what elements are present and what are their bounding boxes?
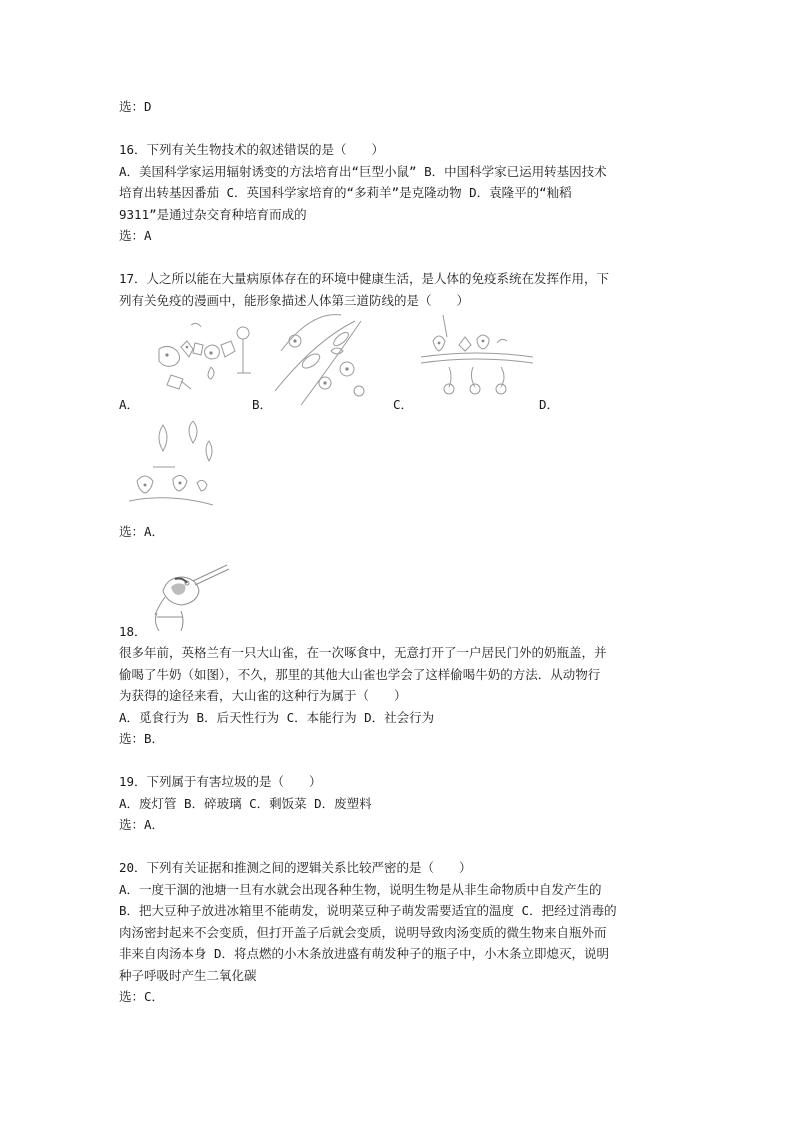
- cartoon-a-image: [151, 319, 261, 399]
- q16-options-line-1: A．美国科学家运用辐射诱变的方法培育出“巨型小鼠” B．中国科学家已运用转基因技术: [119, 163, 607, 179]
- great-tit-milk-bottle-image: [147, 557, 237, 633]
- question-17: [119, 268, 679, 543]
- q17-option-d-label: D．: [539, 397, 560, 412]
- cartoon-b-image: [271, 311, 383, 407]
- q17-stem-line-1: 17．人之所以能在大量病原体存在的环境中健康生活，是人体的免疫系统在发挥作用，下: [119, 271, 610, 286]
- document-page: [119, 96, 679, 1008]
- q16-answer: 选：A: [119, 228, 152, 243]
- q18-options: A．觅食行为 B．后天性行为 C．本能行为 D．社会行为: [119, 709, 435, 725]
- q18-answer: 选：B．: [119, 731, 165, 746]
- q17-answer: 选：A．: [119, 524, 165, 539]
- q18-stem-line-2: 偷喝了牛奶（如图），不久，那里的其他大山雀也学会了这样偷喝牛奶的方法．从动物行: [119, 666, 601, 682]
- q20-options-line-3: 肉汤密封起来不会变质，但打开盖子后就会变质，说明导致肉汤变质的微生物来自瓶外而: [119, 924, 607, 940]
- cartoon-c-image: [419, 311, 535, 401]
- q20-answer: 选：C．: [119, 989, 165, 1004]
- q18-stem-line-1: 很多年前，英格兰有一只大山雀，在一次啄食中，无意打开了一户居民门外的奶瓶盖，并: [119, 645, 607, 660]
- q20-options-line-5: 种子呼吸时产生二氧化碳: [119, 967, 257, 983]
- question-18: [119, 557, 679, 750]
- q17-option-images: [119, 311, 679, 521]
- q17-option-b-label: B．: [252, 397, 273, 412]
- q18-stem-line-3: 为获得的途径来看，大山雀的这种行为属于（ ）: [119, 688, 407, 703]
- q20-options-line-2: B．把大豆种子放进冰箱里不能萌发，说明菜豆种子萌发需要适宜的温度 C．把经过消毒的: [119, 903, 617, 918]
- q17-stem-line-2: 列有关免疫的漫画中，能形象描述人体第三道防线的是（ ）: [119, 292, 470, 308]
- q17-option-a-label: A．: [119, 397, 140, 412]
- cartoon-d-image: [123, 421, 223, 517]
- q19-answer: 选：A．: [119, 817, 165, 832]
- q15-answer: 选：D: [119, 99, 152, 114]
- q19-stem: 19．下列属于有害垃圾的是（ ）: [119, 774, 322, 789]
- q18-number: 18．: [119, 623, 147, 639]
- q16-options-line-2: 培育出转基因番茄 C．英国科学家培育的“多莉羊”是克隆动物 D．袁隆平的“籼稻: [119, 185, 572, 200]
- q16-stem: 16．下列有关生物技术的叙述错误的是（ ）: [119, 142, 385, 157]
- q16-options-line-3: 9311”是通过杂交育种培育而成的: [119, 206, 307, 222]
- q17-option-c-label: C．: [393, 397, 414, 412]
- q20-stem: 20．下列有关证据和推测之间的逻辑关系比较严密的是（ ）: [119, 860, 472, 875]
- q19-options: A．废灯管 B．碎玻璃 C．剩饭菜 D．废塑料: [119, 795, 372, 811]
- q20-options-line-4: 非来自肉汤本身 D．将点燃的小木条放进盛有萌发种子的瓶子中，小木条立即熄灭，说明: [119, 946, 610, 961]
- question-19: [119, 771, 679, 836]
- question-16: [119, 139, 679, 247]
- q20-options-line-1: A．一度干涸的池塘一旦有水就会出现各种生物，说明生物是从非生命物质中自发产生的: [119, 881, 602, 897]
- question-20: [119, 857, 679, 1008]
